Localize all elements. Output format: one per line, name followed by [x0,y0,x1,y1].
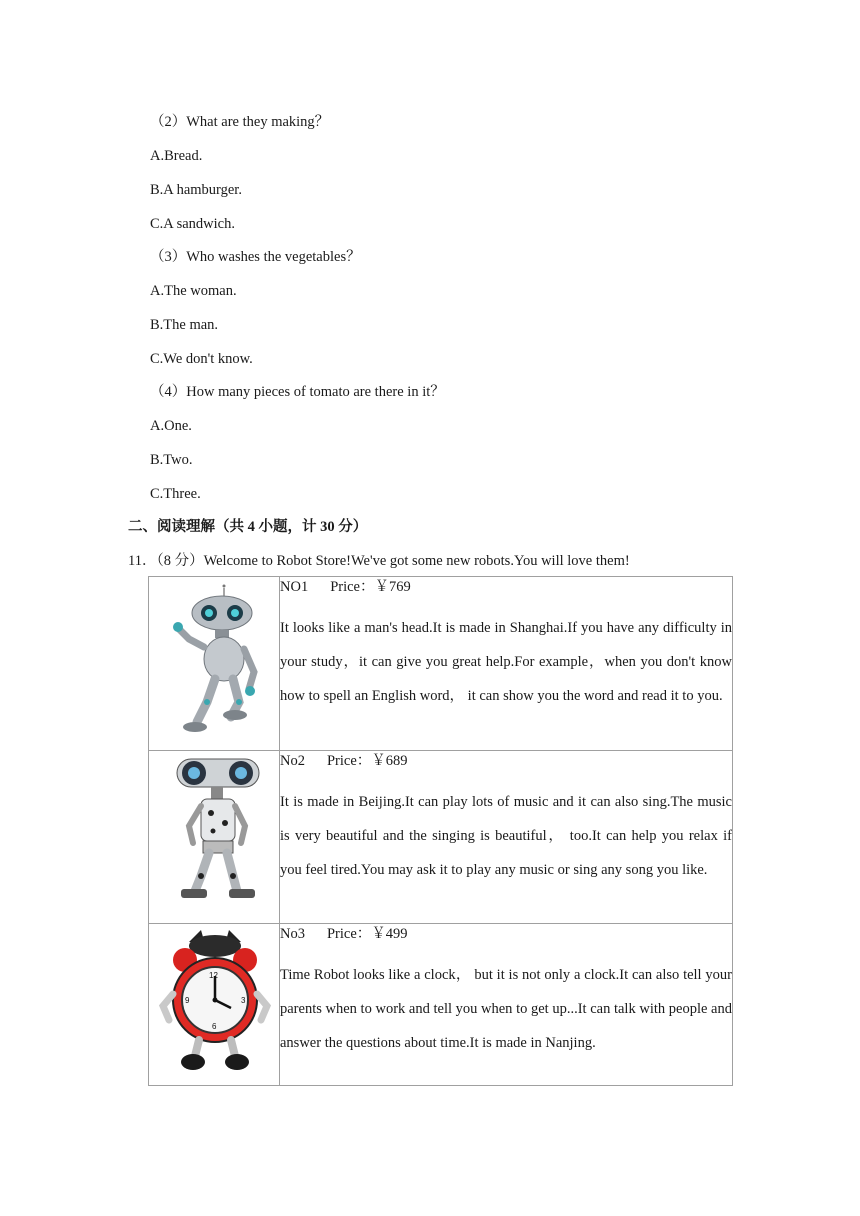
robot-2-info [280,751,733,924]
section-count: 4 [247,519,255,535]
table-row [149,924,733,1086]
robot-table [148,576,733,1086]
robot-1-picture-cell [149,577,280,751]
robot-1-price: Price：￥769 [330,579,411,595]
robot-2-picture-cell [149,751,280,924]
question-3-option-c[interactable]: C.We don't know. [150,351,253,367]
question-2-stem: （2）What are they making？ [150,114,330,130]
svg-text:9: 9 [185,996,190,1005]
section-title-suffix: 分） [334,519,368,535]
question-4-option-a[interactable]: A.One. [150,418,192,434]
table-row [149,751,733,924]
question-2-option-c[interactable]: C.A sandwich. [150,216,235,232]
section-heading [128,518,367,536]
question-3-option-a[interactable]: A.The woman. [150,283,237,299]
question-3-stem: （3）Who washes the vegetables？ [150,249,361,265]
question-4-option-b[interactable]: B.Two. [150,452,193,468]
robot-3-price: Price：￥499 [326,926,408,942]
section-title-prefix: 二、阅读理解（共 [128,519,248,535]
robot-3-number: No3 [280,926,305,942]
table-row [149,577,733,751]
question-2-option-a[interactable]: A.Bread. [150,148,203,164]
robot-1-info [280,577,733,751]
robot-3-info [280,924,733,1086]
svg-text:6: 6 [212,1022,217,1031]
robot-3-picture-cell [149,924,280,1086]
question-4-option-c[interactable]: C.Three. [150,486,201,502]
robot-2-number: No2 [280,753,305,769]
robot-2-price: Price：￥689 [326,753,408,769]
robot-1-description: It looks like a man's head.It is made in Shanghai.If you have any difficulty in your study，it can give you great help.For example，when you don't know how to spell an English word， it can show you the word and read it to you. [280,620,732,704]
item-11-intro: 11．（8 分）Welcome to Robot Store!We've got some new robots.You will love them! [128,553,630,569]
question-2-option-b[interactable]: B.A hamburger. [150,182,242,198]
question-4-stem: （4）How many pieces of tomato are there in it？ [150,384,445,400]
robot-2-description: It is made in Beijing.It can play lots of music and it can also sing.The music is very beautiful and the singing is beautiful， too.It can help you relax if you feel tired.You may ask it to play any music or sing any song you like. [280,794,732,878]
robot-3-description: Time Robot looks like a clock， but it is not only a clock.It can also tell your parents when to work and tell you when to get up...It can talk with people and answer the questions about time.It is made in Nanjing. [280,967,732,1051]
robot-1-number: NO1 [280,579,309,595]
svg-text:12: 12 [209,971,218,980]
svg-text:3: 3 [241,996,246,1005]
section-score: 30 [320,519,335,535]
question-3-option-b[interactable]: B.The man. [150,317,219,333]
section-title-mid: 小题，计 [254,519,321,535]
